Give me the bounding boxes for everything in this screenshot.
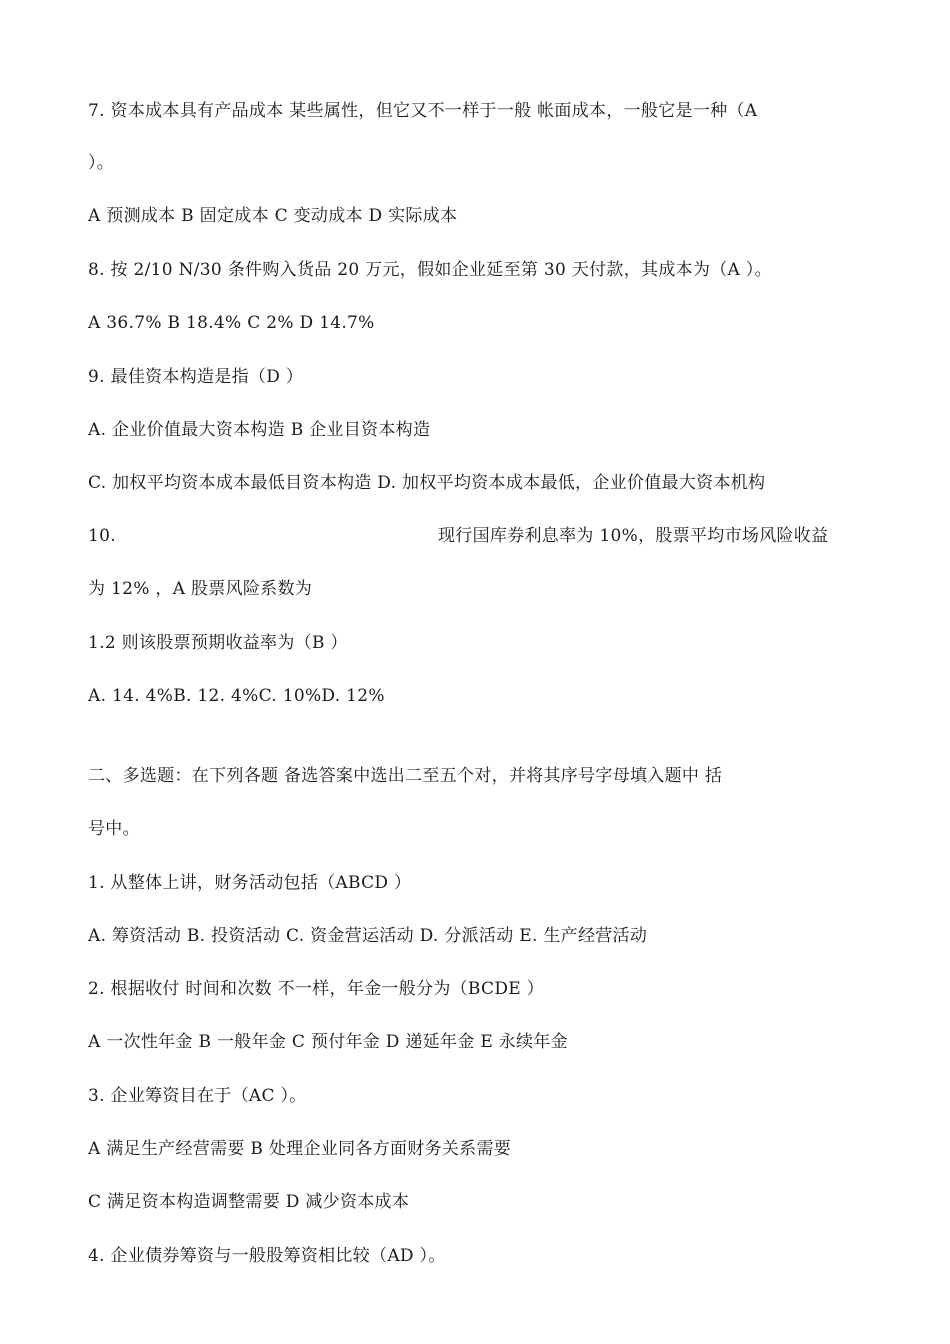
m3-stem: 3. 企业筹资目在于（AC ）。 xyxy=(88,1086,307,1106)
m2-stem: 2. 根据收付 时间和次数 不一样，年金一般分为（BCDE ） xyxy=(88,979,544,999)
m3-options-cd: C 满足资本构造调整需要 D 减少资本成本 xyxy=(88,1192,410,1212)
q7-options: A 预测成本 B 固定成本 C 变动成本 D 实际成本 xyxy=(88,206,458,226)
q9-options-cd: C. 加权平均资本成本最低目资本构造 D. 加权平均资本成本最低，企业价值最大资本机构 xyxy=(88,473,766,493)
q9-options-ab: A. 企业价值最大资本构造 B 企业目资本构造 xyxy=(88,420,431,440)
q9-stem: 9. 最佳资本构造是指（D ） xyxy=(88,367,304,387)
m1-options: A. 筹资活动 B. 投资活动 C. 资金营运活动 D. 分派活动 E. 生产经营活动 xyxy=(88,926,648,946)
q10-stem-cont: 为 12% ，A 股票风险系数为 xyxy=(88,579,313,599)
q8-options: A 36.7% B 18.4% C 2% D 14.7% xyxy=(88,313,375,333)
section-2-heading-cont: 号中。 xyxy=(88,819,140,839)
q10-stem: 现行国库券利息率为 10%，股票平均市场风险收益 xyxy=(438,526,829,546)
m3-options-ab: A 满足生产经营需要 B 处理企业同各方面财务关系需要 xyxy=(88,1139,512,1159)
m2-options: A 一次性年金 B 一般年金 C 预付年金 D 递延年金 E 永续年金 xyxy=(88,1032,568,1052)
q8-stem: 8. 按 2/10 N/30 条件购入货品 20 万元，假如企业延至第 30 天付款，其成本为（A ）。 xyxy=(88,260,772,280)
q10-number: 10. xyxy=(88,526,116,546)
m4-stem: 4. 企业债券筹资与一般股筹资相比较（AD ）。 xyxy=(88,1246,446,1266)
q7-stem-cont: ）。 xyxy=(88,153,115,173)
q10-stem-end: 1.2 则该股票预期收益率为（B ） xyxy=(88,633,348,653)
q7-stem: 7. 资本成本具有产品成本 某些属性，但它又不一样于一般 帐面成本，一般它是一种（A xyxy=(88,101,758,121)
q10-options: A. 14. 4%B. 12. 4%C. 10%D. 12% xyxy=(88,686,385,706)
m1-stem: 1. 从整体上讲，财务活动包括（ABCD ） xyxy=(88,873,412,893)
section-2-heading: 二、多选题：在下列各题 备选答案中选出二至五个对，并将其序号字母填入题中 括 xyxy=(88,766,723,786)
